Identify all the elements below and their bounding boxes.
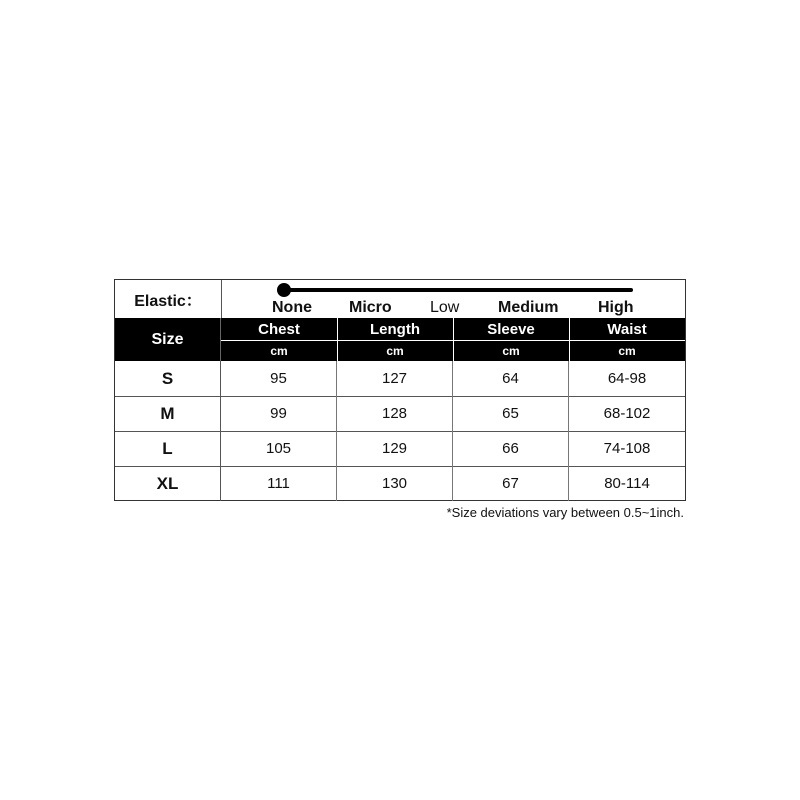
table-row-xl: [115, 466, 685, 501]
chest-cell: 99: [221, 396, 337, 431]
sleeve-cell: 64: [453, 361, 569, 396]
length-cell: 130: [337, 466, 453, 501]
elastic-level-none: None: [272, 299, 312, 316]
sleeve-cell: 66: [453, 431, 569, 466]
column-header-sleeve: Sleeve: [487, 320, 535, 338]
column-unit-length: cm: [337, 340, 453, 361]
chest-cell: 105: [221, 431, 337, 466]
length-cell: 128: [337, 396, 453, 431]
column-header-chest: Chest: [258, 320, 300, 338]
column-header-length: Length: [370, 320, 420, 338]
waist-cell: 64-98: [607, 370, 647, 387]
elastic-row: [115, 280, 685, 318]
elastic-level-micro: Micro: [349, 299, 392, 316]
length-cell: 127: [337, 361, 453, 396]
header-divider: [337, 318, 338, 361]
waist-cell: 74-108: [603, 440, 651, 457]
size-cell: XL: [115, 466, 221, 501]
header-divider: [569, 318, 570, 361]
table-row-s: [115, 361, 685, 396]
column-unit-sleeve: cm: [453, 340, 569, 361]
column-unit-waist: cm: [569, 340, 685, 361]
column-header-waist: Waist: [607, 320, 647, 338]
elastic-label: Elastic：: [115, 280, 222, 318]
size-chart: [114, 279, 686, 501]
elastic-scale-knob: [277, 283, 291, 297]
sleeve-cell: 65: [453, 396, 569, 431]
chest-cell: 111: [221, 466, 337, 501]
chest-cell: 95: [221, 361, 337, 396]
size-cell: S: [115, 361, 221, 396]
elastic-level-low: Low: [430, 299, 460, 316]
size-cell: L: [115, 431, 221, 466]
elastic-scale-bar: [285, 288, 633, 292]
waist-cell: 80-114: [604, 475, 650, 492]
table-row-m: [115, 396, 685, 431]
table-row-l: [115, 431, 685, 466]
size-cell: M: [115, 396, 221, 431]
footnote: *Size deviations vary between 0.5~1inch.: [446, 505, 684, 520]
column-unit-chest: cm: [221, 340, 337, 361]
size-column-header: Size: [115, 318, 221, 361]
elastic-level-medium: Medium: [498, 299, 559, 316]
header-divider: [453, 318, 454, 361]
elastic-level-high: High: [598, 299, 634, 316]
length-cell: 129: [337, 431, 453, 466]
waist-cell: 68-102: [603, 405, 651, 422]
sleeve-cell: 67: [453, 466, 569, 501]
